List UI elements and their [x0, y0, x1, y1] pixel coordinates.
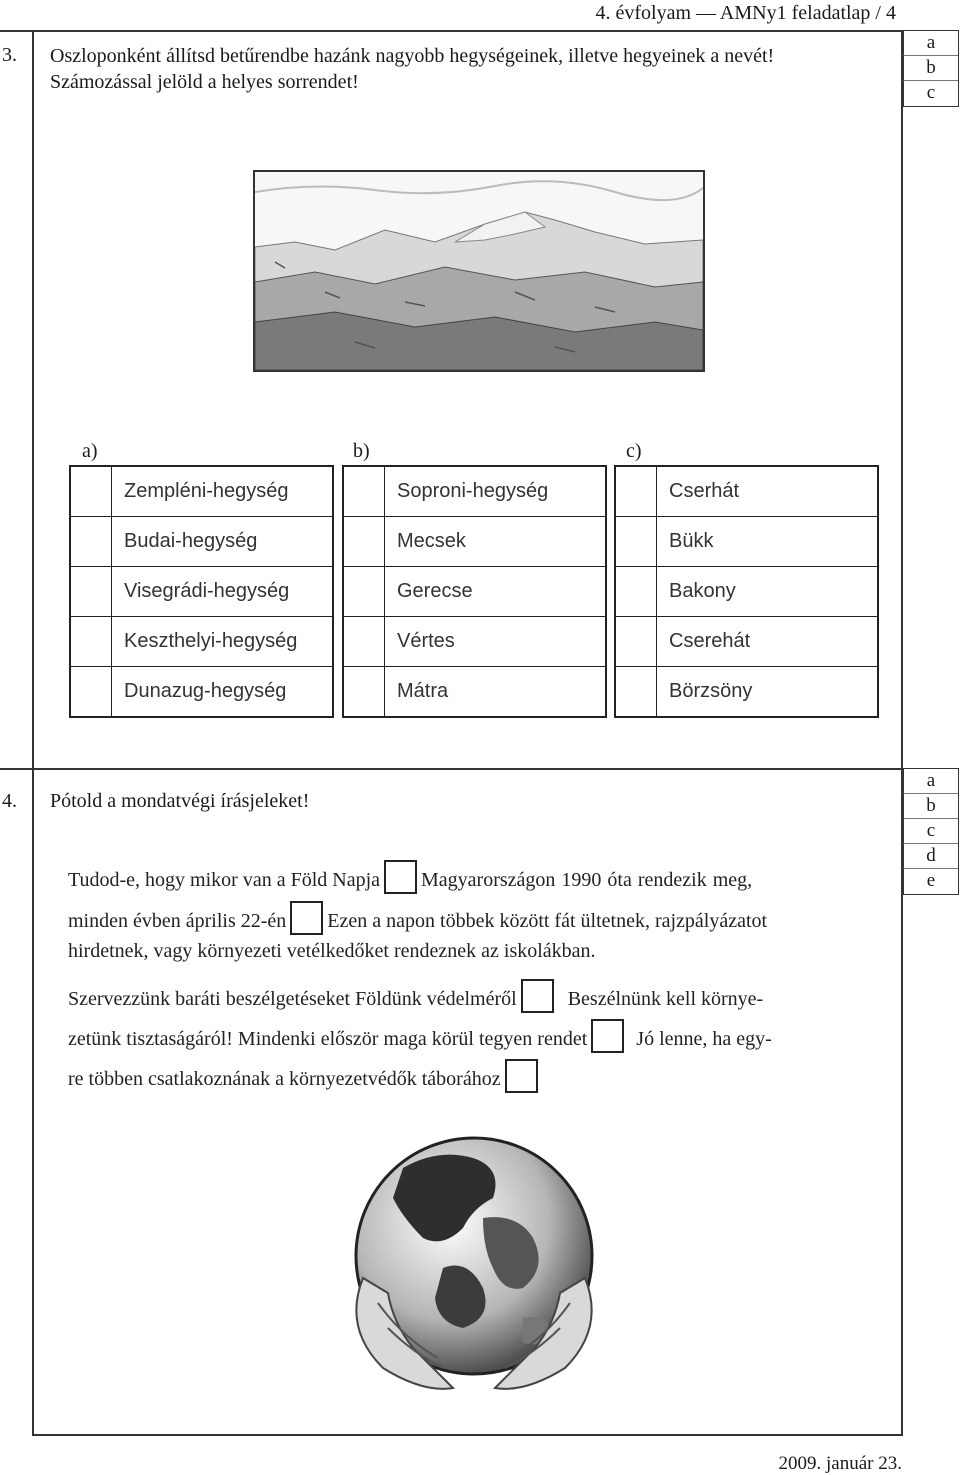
- paragraph-line: Szervezzünk baráti beszélgetéseket Földünk védelméről Beszélnünk kell környe-: [68, 979, 763, 1013]
- mountain-name: Börzsöny: [657, 667, 879, 718]
- left-border: [32, 30, 34, 1435]
- table-row: [70, 667, 333, 718]
- number-field[interactable]: [615, 667, 657, 718]
- column-b-table: [342, 465, 607, 718]
- task3-instruction: Oszloponként állítsd betűrendbe hazánk nagyobb hegységeinek, illetve hegyeinek a nevét! Számozással jelöld a helyes sorrendet!: [50, 45, 775, 93]
- mountain-name: Zempléni-hegység: [112, 466, 334, 517]
- number-field[interactable]: [615, 567, 657, 617]
- task4-score-box: [903, 768, 959, 895]
- mountain-sketch: [255, 172, 703, 370]
- score-cell-b[interactable]: b: [903, 56, 958, 81]
- column-label-a: a): [82, 440, 98, 462]
- table-row: [343, 517, 606, 567]
- table-row: [615, 567, 878, 617]
- punctuation-box-a[interactable]: [384, 860, 417, 894]
- column-c-table: [614, 465, 879, 718]
- right-border: [901, 30, 903, 1435]
- score-cell-c[interactable]: c: [903, 819, 958, 844]
- task3-score-box: [903, 30, 959, 107]
- paragraph-line: minden évben április 22-én Ezen a napon többek között fát ültetnek, rajzpályázatot: [68, 901, 767, 935]
- score-cell-b[interactable]: b: [903, 794, 958, 819]
- table-row: [70, 517, 333, 567]
- mountain-name: Bakony: [657, 567, 879, 617]
- number-field[interactable]: [343, 567, 385, 617]
- mountain-name: Cserhát: [657, 466, 879, 517]
- score-cell-a[interactable]: a: [903, 769, 958, 794]
- number-field[interactable]: [343, 517, 385, 567]
- number-field[interactable]: [70, 667, 112, 718]
- mountain-name: Dunazug-hegység: [112, 667, 334, 718]
- mountain-name: Gerecse: [385, 567, 607, 617]
- table-row: [343, 617, 606, 667]
- punctuation-box-e[interactable]: [505, 1059, 538, 1093]
- paragraph-line: Tudod-e, hogy mikor van a Föld Napja Magyarországon 1990 óta rendezik meg,: [68, 860, 752, 894]
- page-header: 4. évfolyam — AMNy1 feladatlap / 4: [595, 2, 896, 24]
- number-field[interactable]: [70, 617, 112, 667]
- table-row: [70, 567, 333, 617]
- globe-in-hands-image: [343, 1128, 605, 1400]
- table-row: [615, 466, 878, 517]
- table-row: [343, 466, 606, 517]
- number-field[interactable]: [615, 517, 657, 567]
- bottom-rule: [32, 1434, 903, 1436]
- number-field[interactable]: [343, 667, 385, 718]
- table-row: [343, 567, 606, 617]
- number-field[interactable]: [70, 567, 112, 617]
- table-row: [615, 617, 878, 667]
- number-field[interactable]: [343, 617, 385, 667]
- paragraph-line: zetünk tisztaságáról! Mindenki először maga körül tegyen rendet Jó lenne, ha egy-: [68, 1019, 772, 1053]
- number-field[interactable]: [70, 517, 112, 567]
- task4-title: Pótold a mondatvégi írásjeleket!: [50, 790, 310, 812]
- number-field[interactable]: [615, 617, 657, 667]
- mountain-name: Bükk: [657, 517, 879, 567]
- number-field[interactable]: [615, 466, 657, 517]
- score-cell-e[interactable]: e: [903, 869, 958, 894]
- mountain-name: Soproni-hegység: [385, 466, 607, 517]
- footer-date: 2009. január 23.: [778, 1453, 902, 1474]
- column-label-c: c): [626, 440, 642, 462]
- task3-number: 3.: [2, 44, 17, 66]
- paragraph-line: re többen csatlakoznának a környezetvédők táborához: [68, 1059, 542, 1093]
- number-field[interactable]: [70, 466, 112, 517]
- table-row: [615, 667, 878, 718]
- section-divider: [0, 768, 903, 770]
- table-row: [70, 466, 333, 517]
- top-rule: [0, 30, 903, 32]
- table-row: [615, 517, 878, 567]
- score-cell-d[interactable]: d: [903, 844, 958, 869]
- paragraph-line: hirdetnek, vagy környezeti vetélkedőket rendeznek az iskolákban.: [68, 940, 596, 962]
- column-label-b: b): [353, 440, 370, 462]
- mountain-name: Visegrádi-hegység: [112, 567, 334, 617]
- score-cell-a[interactable]: a: [903, 31, 958, 56]
- score-cell-c[interactable]: c: [903, 81, 958, 106]
- mountain-name: Budai-hegység: [112, 517, 334, 567]
- mountain-name: Mecsek: [385, 517, 607, 567]
- mountain-photo: [253, 170, 705, 372]
- mountain-name: Cserehát: [657, 617, 879, 667]
- column-a-table: [69, 465, 334, 718]
- mountain-name: Vértes: [385, 617, 607, 667]
- task4-number: 4.: [2, 790, 17, 812]
- punctuation-box-d[interactable]: [591, 1019, 624, 1053]
- table-row: [70, 617, 333, 667]
- punctuation-box-b[interactable]: [290, 901, 323, 935]
- table-row: [343, 667, 606, 718]
- number-field[interactable]: [343, 466, 385, 517]
- mountain-name: Keszthelyi-hegység: [112, 617, 334, 667]
- punctuation-box-c[interactable]: [521, 979, 554, 1013]
- mountain-name: Mátra: [385, 667, 607, 718]
